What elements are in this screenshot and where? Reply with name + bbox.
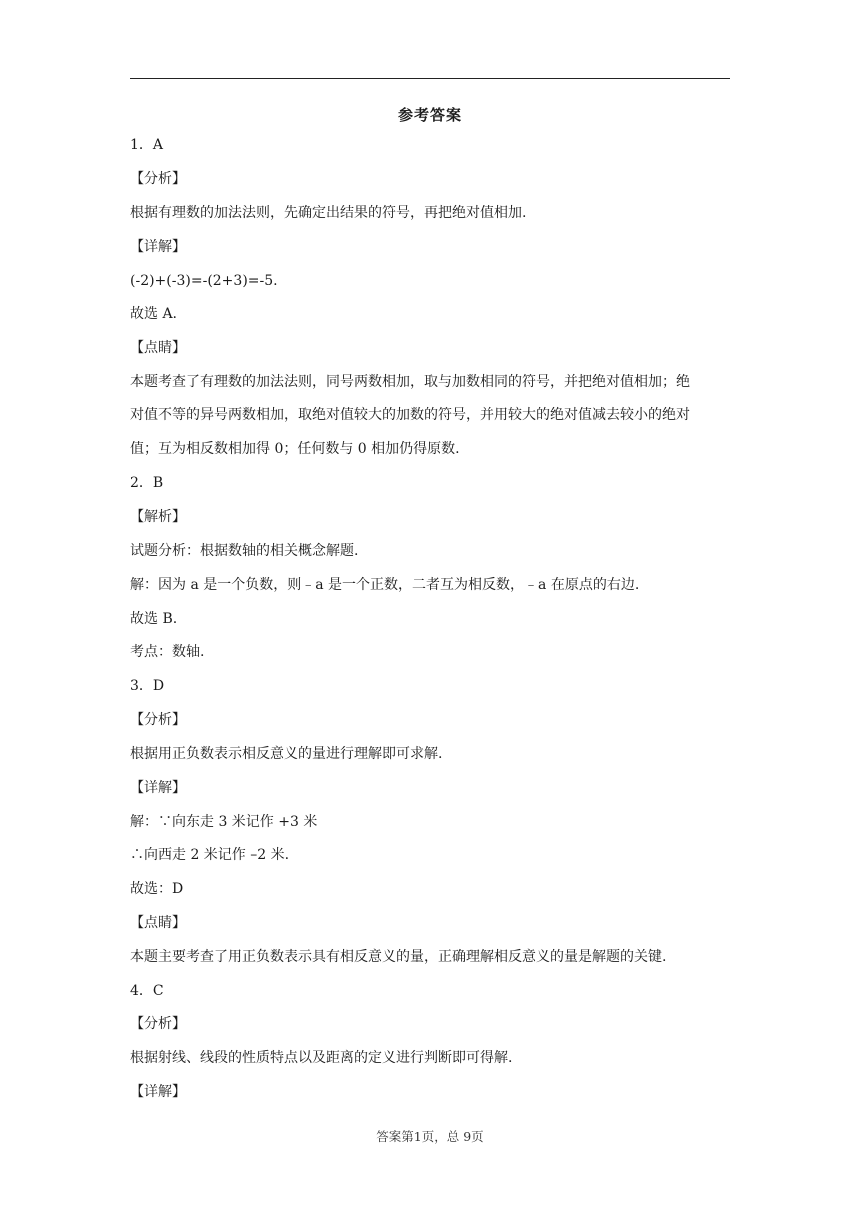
text-line: 根据有理数的加法法则，先确定出结果的符号，再把绝对值相加. bbox=[130, 205, 527, 221]
text-line: 【解析】 bbox=[130, 509, 186, 525]
text-line: 【详解】 bbox=[130, 780, 186, 796]
text-line: 【详解】 bbox=[130, 1084, 186, 1100]
text-line: 考点：数轴. bbox=[130, 644, 205, 660]
text-line: 4．C bbox=[130, 983, 164, 999]
text-line: 故选 A. bbox=[130, 306, 178, 322]
text-line: 值；互为相反数相加得 0；任何数与 0 相加仍得原数. bbox=[130, 441, 460, 457]
text-line: 本题主要考查了用正负数表示具有相反意义的量，正确理解相反意义的量是解题的关键. bbox=[130, 949, 667, 965]
text-line: 本题考查了有理数的加法法则，同号两数相加，取与加数相同的符号，并把绝对值相加；绝 bbox=[130, 374, 690, 390]
text-line: 解：因为 a 是一个负数，则﹣a 是一个正数，二者互为相反数，﹣a 在原点的右边. bbox=[130, 577, 640, 593]
text-line: 根据用正负数表示相反意义的量进行理解即可求解. bbox=[130, 746, 443, 762]
text-line: 故选：D bbox=[130, 881, 184, 897]
text-line: 2．B bbox=[130, 475, 164, 491]
text-line: 【详解】 bbox=[130, 239, 186, 255]
text-line: ∴向西走 2 米记作 –2 米. bbox=[130, 847, 290, 863]
text-line: 1．A bbox=[130, 137, 164, 153]
header-rule bbox=[130, 78, 730, 79]
page-footer: 答案第1页，总 9页 bbox=[376, 1129, 484, 1144]
text-line: (-2)+(-3)=-(2+3)=-5. bbox=[130, 273, 278, 289]
page-title: 参考答案 bbox=[397, 106, 462, 124]
text-line: 【分析】 bbox=[130, 712, 186, 728]
text-line: 故选 B. bbox=[130, 611, 178, 627]
text-line: 对值不等的异号两数相加，取绝对值较大的加数的符号，并用较大的绝对值减去较小的绝对 bbox=[130, 407, 690, 423]
text-line: 3．D bbox=[130, 678, 165, 694]
text-line: 【分析】 bbox=[130, 171, 186, 187]
text-line: 试题分析：根据数轴的相关概念解题. bbox=[130, 543, 359, 559]
text-line: 解：∵向东走 3 米记作 +3 米 bbox=[130, 814, 318, 830]
text-line: 根据射线、线段的性质特点以及距离的定义进行判断即可得解. bbox=[130, 1050, 513, 1066]
text-line: 【分析】 bbox=[130, 1016, 186, 1032]
text-line: 【点睛】 bbox=[130, 915, 186, 931]
text-line: 【点睛】 bbox=[130, 340, 186, 356]
